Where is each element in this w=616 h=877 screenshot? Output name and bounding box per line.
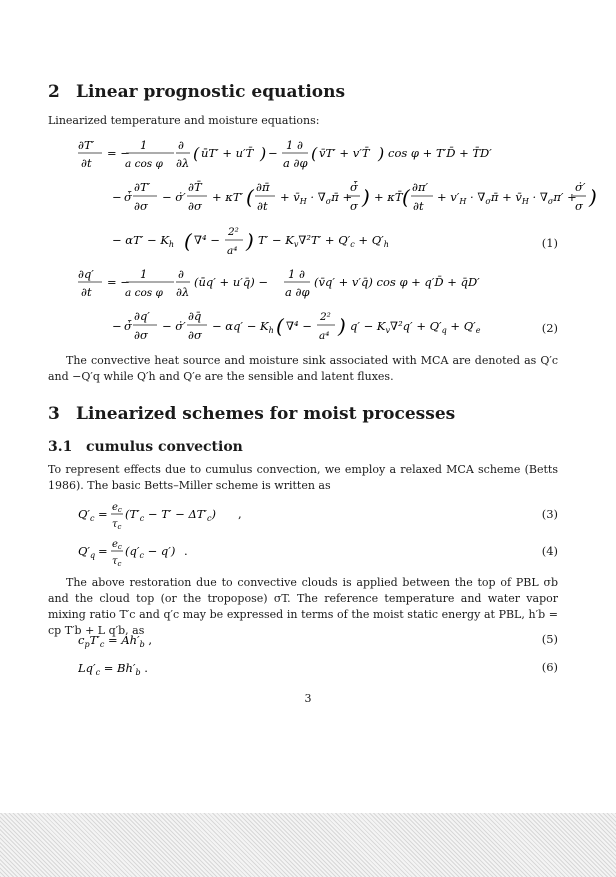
- intro-text: Linearized temperature and moisture equations:: [48, 114, 320, 127]
- svg-text:(: (: [276, 314, 284, 338]
- svg-text:(: (: [184, 229, 192, 253]
- section-number: 3: [48, 404, 60, 424]
- svg-text:= −: = −: [107, 146, 130, 160]
- svg-text:a⁴: a⁴: [319, 330, 330, 342]
- svg-text:∂t: ∂t: [413, 199, 424, 213]
- svg-text:q′ − Kv∇²q′ + Q′q + Q′e: $q' - K_v\nabla^2q' + Q'_q + Q'_e$: [350, 319, 481, 335]
- svg-text:): ): [338, 314, 346, 338]
- svg-text:(: (: [311, 144, 318, 163]
- section-2-heading: [48, 82, 345, 102]
- equation-6-number: (6): [541, 660, 558, 674]
- svg-text:,: ,: [238, 507, 242, 521]
- svg-text:): ): [246, 229, 254, 253]
- paragraph-mca: [48, 353, 558, 385]
- svg-text:∂t: ∂t: [81, 156, 92, 170]
- svg-text:∇⁴ −: ∇⁴ −: [286, 319, 312, 333]
- subsection-number: 3.1: [48, 439, 73, 455]
- svg-text:+ κT′: + κT′: [212, 190, 244, 204]
- svg-text:2²: 2²: [228, 226, 239, 238]
- section-title: Linearized schemes for moist processes: [76, 404, 456, 424]
- svg-text:= −: = −: [107, 275, 130, 289]
- svg-text:∂q̄: ∂q̄: [188, 309, 202, 323]
- svg-text:∂q′: ∂q′: [134, 309, 150, 323]
- svg-text:1: 1: [140, 267, 148, 281]
- svg-text:− αT′ − Kh: − $\alpha T' - K_h$: [112, 233, 175, 249]
- svg-text:σ̇̄: σ̇̄: [124, 190, 132, 204]
- subsection-3-1-heading: [48, 439, 243, 455]
- svg-text:∂π′: ∂π′: [412, 180, 429, 194]
- svg-text:=: =: [98, 507, 108, 521]
- svg-text:+ κT̄: + κT̄: [374, 190, 403, 204]
- equation-3-number: (3): [541, 507, 558, 521]
- equation-5: [78, 628, 278, 652]
- svg-text:(: (: [402, 185, 410, 209]
- equation-1-line-2: [112, 177, 602, 221]
- svg-text:(q′c − q′): $(q'_c - q')$: [125, 544, 176, 560]
- svg-text:∂λ: ∂λ: [176, 156, 190, 170]
- svg-text:1 ∂: 1 ∂: [288, 267, 305, 281]
- svg-text:∇⁴ −: ∇⁴ −: [194, 233, 220, 247]
- svg-text:∂T′: ∂T′: [78, 138, 95, 152]
- equation-6: [78, 656, 278, 680]
- svg-text:a⁴: a⁴: [227, 245, 238, 257]
- section-3-heading: [48, 404, 455, 424]
- equation-1-line-3: [112, 222, 412, 262]
- svg-text:a cos φ: a cos φ: [125, 287, 163, 299]
- svg-text:∂T̄: ∂T̄: [188, 180, 202, 194]
- svg-text:− αq′ − Kh: − $\alpha q' - K_h$: [212, 319, 274, 335]
- svg-text:a ∂φ: a ∂φ: [285, 285, 310, 299]
- svg-text:σ: σ: [575, 199, 583, 213]
- svg-text:=: =: [98, 544, 108, 558]
- svg-text:− σ̇′: − σ̇′: [162, 319, 186, 333]
- paragraph-cumulus: To represent effects due to cumulus convection, we employ a relaxed MCA scheme (Betts 1986). The basic Betts–Miller scheme is written as: [48, 463, 558, 492]
- svg-text:∂λ: ∂λ: [176, 285, 190, 299]
- paragraph-restoration: The above restoration due to convective clouds is applied between the top of PBL σb and the cloud top (or the tropopose) σT. The reference temperature and water vapor mixing ratio T′c and q′c may be expressed in terms of the moist static energy at PBL, h′b = cp T′b + L q′b, as: [48, 576, 558, 637]
- svg-text:T′ − Kv∇²T′ + Q′c + Q′h: $T' - K_v\nabla^2T' + Q'_c + Q'_h$: [258, 233, 389, 249]
- svg-text:.: .: [184, 544, 188, 558]
- svg-text:∂: ∂: [178, 267, 184, 281]
- svg-text:1 ∂: 1 ∂: [286, 138, 303, 152]
- svg-text:): ): [589, 185, 597, 209]
- svg-text:(T′c − T′ − ΔT′c): $(T'_c - T' - \Delta T'_c)$: [125, 507, 217, 523]
- svg-text:ūT′ + u′T̄: ūT′ + u′T̄: [201, 146, 254, 160]
- equation-3: [78, 500, 338, 534]
- svg-text:a cos φ: a cos φ: [125, 158, 163, 170]
- svg-text:): ): [378, 144, 385, 163]
- svg-text:Q′c: $Q'_c$: [78, 507, 95, 523]
- svg-text:Lq′c = Bh′b .: $Lq'_c = Bh'_b$ .: [78, 661, 148, 677]
- svg-text:2²: 2²: [320, 311, 331, 323]
- svg-text:−: −: [112, 319, 122, 333]
- equation-4: [78, 537, 338, 571]
- svg-text:): ): [260, 144, 267, 163]
- svg-text:): ): [362, 185, 370, 209]
- svg-text:v̄T′ + v′T̄: v̄T′ + v′T̄: [319, 146, 370, 160]
- svg-text:ec: $e_c$: [112, 539, 122, 551]
- svg-text:ec: $e_c$: [112, 502, 122, 514]
- svg-text:σ̇̄: σ̇̄: [124, 319, 132, 333]
- svg-text:+ v′H · ∇σπ̄ + v̄H · ∇σπ′ +: + $v'_H$ · $\nabla_\sigma\pī$ + $v̄_H \cdot \nabla_\sigma\pi'$ +: [437, 190, 577, 206]
- svg-text:Q′q: $Q'_q$: [78, 544, 96, 560]
- svg-text:σ̇̄: σ̇̄: [350, 180, 358, 194]
- svg-text:− σ̇′: − σ̇′: [162, 190, 186, 204]
- paragraph-mca-text: The convective heat source and moisture sink associated with MCA are denoted as Q′c and −Q′q while Q′h and Q′e are the sensible and latent fluxes.: [48, 354, 558, 383]
- svg-text:τc: $\tau_c$: [112, 519, 122, 531]
- equation-2-number: (2): [541, 321, 558, 335]
- svg-text:cpT′c = Ah′b ,: $c_pT'_c = Ah'_b$ ,: [78, 633, 153, 649]
- svg-text:∂T′: ∂T′: [134, 180, 151, 194]
- svg-text:∂σ: ∂σ: [134, 199, 148, 213]
- equation-2-line-2: [112, 306, 492, 350]
- svg-text:1: 1: [140, 138, 148, 152]
- section-number: 2: [48, 82, 60, 102]
- equation-5-number: (5): [541, 632, 558, 646]
- scan-shadow: [0, 813, 616, 877]
- page-number: 3: [304, 692, 312, 705]
- equation-1-number: (1): [541, 236, 558, 250]
- subsection-title: cumulus convection: [86, 439, 243, 455]
- svg-text:−: −: [112, 190, 122, 204]
- svg-text:∂q′: ∂q′: [78, 267, 94, 281]
- svg-text:a ∂φ: a ∂φ: [283, 156, 308, 170]
- svg-text:σ: σ: [350, 199, 358, 213]
- svg-text:−: −: [268, 146, 278, 160]
- svg-text:∂: ∂: [178, 138, 184, 152]
- svg-text:(ūq′ + u′q̄) −: (ūq′ + u′q̄) −: [194, 275, 268, 289]
- equation-4-number: (4): [541, 544, 558, 558]
- svg-text:σ̇′: σ̇′: [575, 180, 586, 194]
- svg-text:∂σ: ∂σ: [188, 328, 202, 342]
- svg-text:∂t: ∂t: [257, 199, 268, 213]
- svg-text:∂π̄: ∂π̄: [256, 180, 270, 194]
- svg-text:∂σ: ∂σ: [134, 328, 148, 342]
- equation-1-line-1: [78, 135, 578, 175]
- svg-text:cos φ + T′D̄ + T̄D′: cos φ + T′D̄ + T̄D′: [388, 146, 492, 160]
- svg-text:+ v̄H · ∇σπ̄ +: + $v̄_H$ · $\nabla_\sigma\pī$ +: [280, 190, 353, 206]
- svg-text:(v̄q′ + v′q̄) cos φ + q′D̄ + q: (v̄q′ + v′q̄) cos φ + q′D̄ + q̄D′: [314, 275, 480, 289]
- svg-text:∂σ: ∂σ: [188, 199, 202, 213]
- svg-text:∂t: ∂t: [81, 285, 92, 299]
- equation-2-line-1: [78, 264, 548, 304]
- section-title: Linear prognostic equations: [76, 82, 346, 102]
- svg-text:τc: $\tau_c$: [112, 556, 122, 568]
- svg-text:(: (: [193, 144, 200, 163]
- svg-text:(: (: [246, 185, 254, 209]
